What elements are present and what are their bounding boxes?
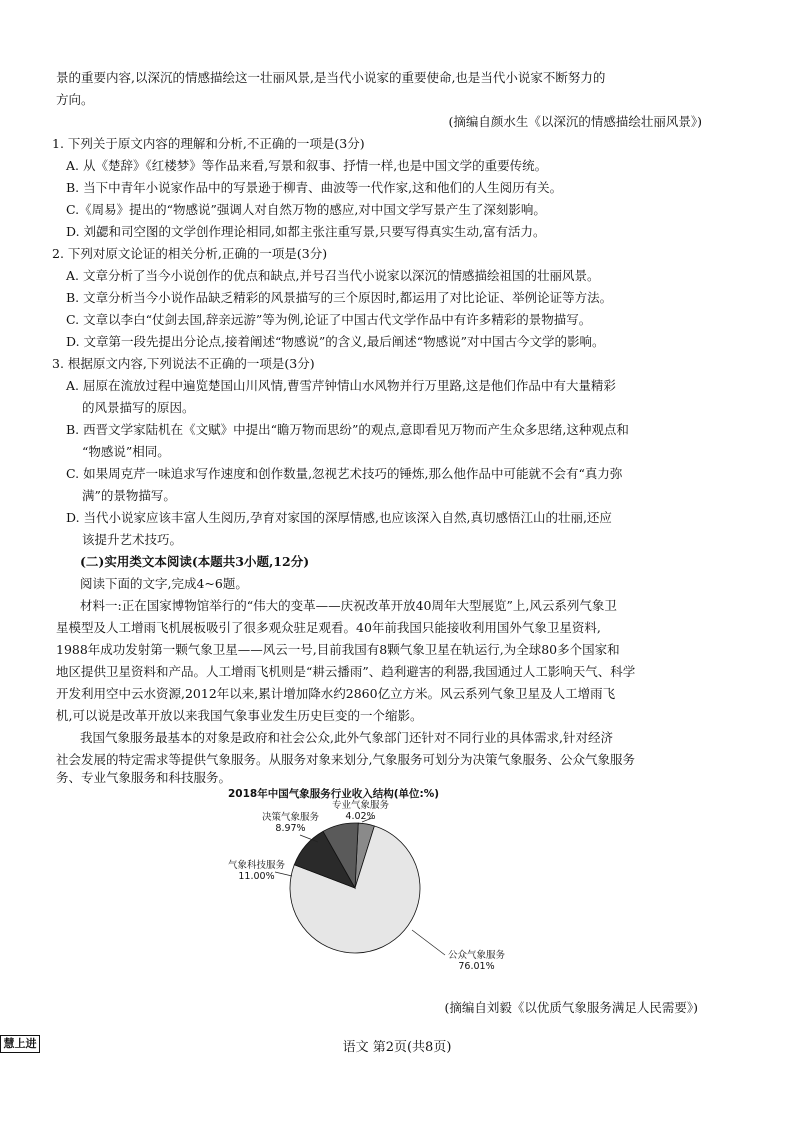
q2-stem: 2. 下列对原文论证的相关分析,正确的一项是(3分) [52,246,328,261]
pie-label-zhuanye [332,800,389,822]
q2-option-c: C. 文章以李白“仗剑去国,辞亲远游”等为例,论证了中国古代文学作品中有许多精彩的景物描写。 [66,312,592,327]
material1-line-2: 星模型及人工增雨飞机展板吸引了很多观众驻足观看。40年前我国只能接收利用国外气象卫星资料, [56,620,601,635]
q1-option-d: D. 刘勰和司空图的文学创作理论相同,如都主张注重写景,只要写得真实生动,富有活力。 [66,224,546,239]
q3-option-b-line-1: B. 西晋文学家陆机在《文赋》中提出“瞻万物而思纷”的观点,意即看见万物而产生众多思绪,这种观点和 [66,422,629,437]
pie-label-keji-value: 11.00% [238,871,275,882]
q3-option-d-line-1: D. 当代小说家应该丰富人生阅历,孕育对家国的深厚情感,也应该深入自然,真切感悟江山的壮丽,还应 [66,510,612,525]
chart-source: (摘编自刘毅《以优质气象服务满足人民需要》) [444,1000,698,1015]
corner-tag: 慧上进 [0,1035,40,1053]
intro-source: (摘编自颜水生《以深沉的情感描绘壮丽风景》) [448,114,702,129]
pie-label-gongzhong-name: 公众气象服务 [448,950,506,961]
chart-title: 2018年中国气象服务行业收入结构(单位:%) [228,788,440,800]
material1-line-6: 机,可以说是改革开放以来我国气象事业发生历史巨变的一个缩影。 [56,708,423,723]
section-instruction: 阅读下面的文字,完成4~6题。 [80,576,248,591]
material1-para2-line-2: 社会发展的特定需求等提供气象服务。从服务对象来划分,气象服务可划分为决策气象服务、公众气象服务 [56,752,635,767]
section-title: (二)实用类文本阅读(本题共3小题,12分) [80,554,310,569]
material1-line-3: 1988年成功发射第一颗气象卫星——风云一号,目前我国有8颗气象卫星在轨运行,为全球80多个国家和 [56,642,620,657]
pie-label-keji-name: 气象科技服务 [228,860,286,871]
pie-label-keji [228,860,285,882]
page-footer: 语文 第2页(共8页) [342,1040,452,1055]
q3-option-d-line-2: 该提升艺术技巧。 [82,532,183,547]
pie-label-gongzhong [448,950,505,972]
q1-option-a: A. 从《楚辞》《红楼梦》等作品来看,写景和叙事、抒情一样,也是中国文学的重要传统。 [66,158,548,173]
pie-label-zhuanye-value: 4.02% [345,811,376,822]
pie-label-zhuanye-name: 专业气象服务 [332,800,390,811]
pie-leader-line-3 [412,930,445,955]
q2-option-d: D. 文章第一段先提出分论点,接着阐述“物感说”的含义,最后阐述“物感说”对中国古今文学的影响。 [66,334,605,349]
material1-line-4: 地区提供卫星资料和产品。人工增雨飞机则是“耕云播雨”、趋利避害的利器,我国通过人工影响天气、科学 [56,664,636,679]
q3-option-a-line-2: 的风景描写的原因。 [82,400,195,415]
q3-stem: 3. 根据原文内容,下列说法不正确的一项是(3分) [52,356,315,371]
q1-option-b: B. 当下中青年小说家作品中的写景逊于柳青、曲波等一代作家,这和他们的人生阅历有关。 [66,180,563,195]
material1-para2-line-3: 务、专业气象服务和科技服务。 [56,770,232,785]
q1-option-c: C.《周易》提出的“物感说”强调人对自然万物的感应,对中国文学写景产生了深刻影响。 [66,202,546,217]
material1-line-1: 材料一:正在国家博物馆举行的“伟大的变革——庆祝改革开放40周年大型展览”上,风云系列气象卫 [80,598,617,613]
q3-option-b-line-2: “物感说”相同。 [82,444,170,459]
pie-label-juece [262,812,319,834]
q3-option-a-line-1: A. 屈原在流放过程中遍览楚国山川风情,曹雪芹钟情山水风物并行万里路,这是他们作品中有大量精彩 [66,378,616,393]
q2-option-b: B. 文章分析当今小说作品缺乏精彩的风景描写的三个原因时,都运用了对比论证、举例论证等方法。 [66,290,613,305]
q2-option-a: A. 文章分析了当今小说创作的优点和缺点,并号召当代小说家以深沉的情感描绘祖国的壮丽风景。 [66,268,600,283]
pie-label-juece-name: 决策气象服务 [262,812,320,823]
q1-stem: 1. 下列关于原文内容的理解和分析,不正确的一项是(3分) [52,136,365,151]
intro-line-1: 景的重要内容,以深沉的情感描绘这一壮丽风景,是当代小说家的重要使命,也是当代小说家不断努力的 [56,70,606,85]
q3-option-c-line-2: 满”的景物描写。 [82,488,176,503]
pie-label-juece-value: 8.97% [275,823,306,834]
material1-para2-line-1: 我国气象服务最基本的对象是政府和社会公众,此外气象部门还针对不同行业的具体需求,针对经济 [80,730,613,745]
q3-option-c-line-1: C. 如果周克芹一味追求写作速度和创作数量,忽视艺术技巧的锤炼,那么他作品中可能就不会有“真力弥 [66,466,623,481]
intro-line-2: 方向。 [56,92,94,107]
pie-label-gongzhong-value: 76.01% [458,961,495,972]
material1-line-5: 开发利用空中云水资源,2012年以来,累计增加降水约2860亿立方米。风云系列气象卫星及人工增雨飞 [56,686,616,701]
